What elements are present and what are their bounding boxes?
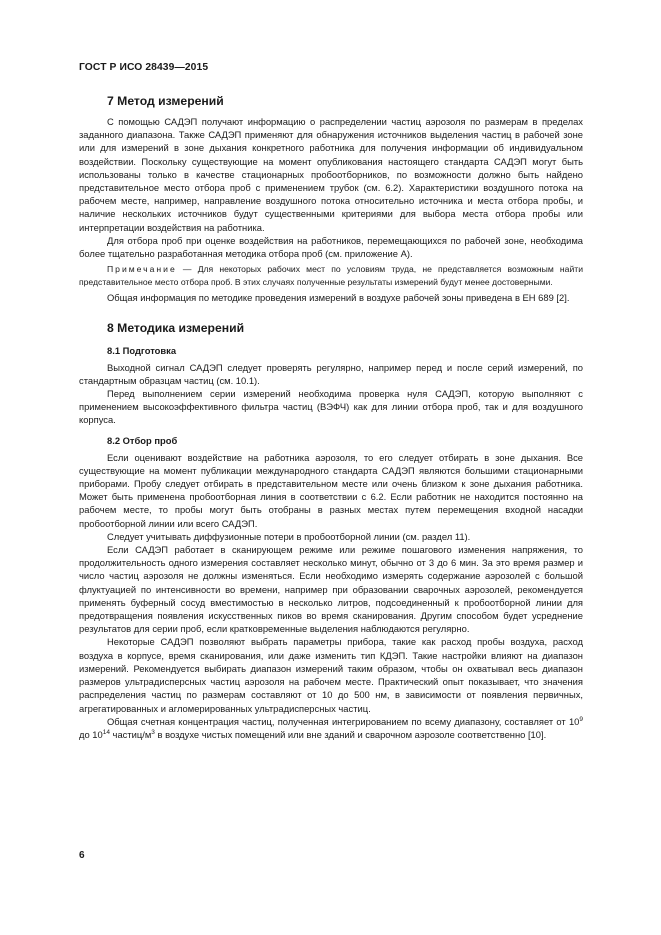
concentration-text-1: Общая счетная концентрация частиц, полученная интегрированием по всему диапазону, составляет от 10 <box>107 715 580 727</box>
page-content <box>79 93 583 741</box>
exponent-3: 3 <box>151 728 155 736</box>
concentration-text-4: в воздухе чистых помещений или вне зданий и сварочном аэрозоле соответственно [10]. <box>154 728 547 740</box>
exponent-9: 9 <box>579 715 583 723</box>
note-text: — Для некоторых рабочих мест по условиям труда, не представляется возможным найти представительное место отбора проб. В этих случаях полученные результаты измерений будут менее достоверными. <box>79 264 583 287</box>
subsection-8-1-title: 8.1 Подготовка <box>107 344 177 356</box>
subsection-8-2-paragraph-5 <box>79 715 583 741</box>
section-7-paragraph-1: С помощью САДЭП получают информацию о распределении частиц аэрозоля по размерам в пределах заданного диапазона. Также САДЭП применяют для обнаружения источников выделения частиц в рабочей зоне или для измерений в зоне дыхания конкретного работника для получения информации об индивидуальном воздействии. Поскольку существующие на момент опубликования настоящего стандарта САДЭП могут быть использованы только в качестве стационарных пробоотборников, по возможности должно быть найдено представительное место отбора проб с применением трубок (см. 6.2). Характеристики воздушного потока на рабочем месте, например, направление воздушного потока относительно источника и места отбора пробы, и наличие нескольких источников будут существенными критериями для выбора места отбора пробы или интерпретации воздействия на работника. <box>79 116 583 233</box>
concentration-text-2: до 10 <box>79 728 103 740</box>
subsection-8-1-paragraph-2: Перед выполнением серии измерений необходима проверка нуля САДЭП, которую выполняют с применением высокоэффективного фильтра частиц (ВЭФЧ) как для линии отбора проб, так и для воздушного корпуса. <box>79 388 583 426</box>
section-7-title: 7 Метод измерений <box>107 94 224 108</box>
document-header: ГОСТ Р ИСО 28439—2015 <box>79 62 209 73</box>
subsection-8-1-paragraph-1: Выходной сигнал САДЭП следует проверять регулярно, например перед и после серий измерений, по стандартным образцам частиц (см. 10.1). <box>79 361 583 386</box>
page-number: 6 <box>79 850 85 861</box>
subsection-8-2-paragraph-3: Если САДЭП работает в сканирующем режиме или режиме пошагового изменения напряжения, то продолжительность одного измерения составляет несколько минут, обычно от 3 до 6 мин. За это время размер и число частиц аэрозоля не должны изменяться. Если необходимо измерять содержание аэрозолей с большой флуктуацией по интенсивности во времени, например при образовании сварочных аэрозолей, рекомендуется применять буферный сосуд вместимостью в несколько литров, подсоединенный к пробоотборной линии для предотвращения появления искусственных пиков во время сканирования. Другим способом будет усреднение результатов для серии проб, если кратковременные выделения наблюдаются регулярно. <box>79 544 583 635</box>
concentration-text-3: частиц/м <box>109 728 152 740</box>
subsection-8-2-paragraph-2: Следует учитывать диффузионные потери в пробоотборной линии (см. раздел 11). <box>107 530 471 542</box>
subsection-8-2-paragraph-4: Некоторые САДЭП позволяют выбрать параметры прибора, такие как расход пробы воздуха, расход воздуха в корпусе, время сканирования, или даже изменить тип КДЭП. Такие настройки влияют на диапазон измерений. Рекомендуется выбирать диапазон измерений таким образом, чтобы он охватывал весь диапазон размеров ультрадисперсных частиц аэрозоля на рабочем месте. Практический опыт показывает, что значения распределения частиц по размерам составляют от 10 до 500 нм, в зависимости от появления первичных, агрегатированных и агломерированных ультрадисперсных частиц. <box>79 636 583 714</box>
section-7-note <box>79 263 583 288</box>
subsection-8-2-title: 8.2 Отбор проб <box>107 434 178 446</box>
section-7-reference: Общая информация по методике проведения измерений в воздухе рабочей зоны приведена в ЕН 689 [2]. <box>107 292 570 304</box>
section-7-paragraph-2: Для отбора проб при оценке воздействия на работников, перемещающихся по рабочей зоне, необходима более тщательно разработанная методика отбора проб (см. приложение А). <box>79 234 583 260</box>
exponent-14: 14 <box>102 728 110 736</box>
note-label: Примечание <box>107 264 177 275</box>
section-8-title: 8 Методика измерений <box>107 320 245 335</box>
subsection-8-2-paragraph-1: Если оценивают воздействие на работника аэрозоля, то его следует отбирать в зоне дыхания. Все существующие на момент публикации международного стандарта САДЭП являются большими стационарными приборами. Пробу следует отбирать в представительном месте или очень близком к зоне дыхания работника. Может быть применена пробоотборная линия в соответствии с 6.2. Если работник не находится постоянно на рабочем месте, то пробы могут быть отобраны в разных местах путем перемещения входной насадки пробоотборной линии или всего САДЭП. <box>79 451 583 529</box>
